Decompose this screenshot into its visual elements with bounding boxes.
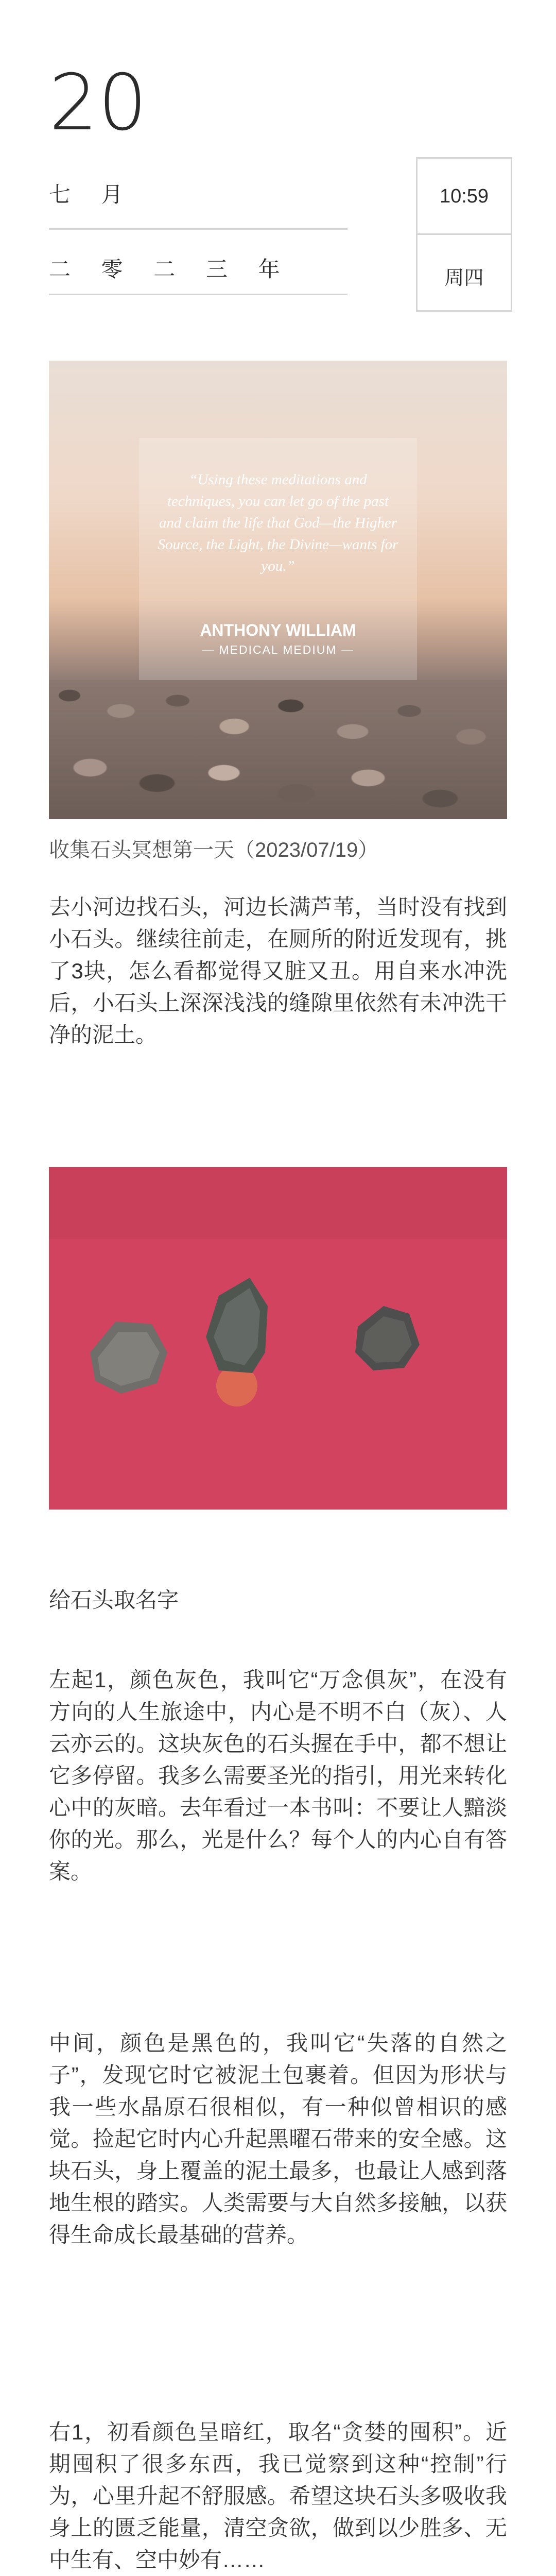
header-divider bbox=[49, 228, 348, 230]
stones-photo[interactable] bbox=[49, 1167, 507, 1510]
time-box-divider bbox=[418, 233, 511, 235]
time-label: 10:59 bbox=[439, 185, 489, 207]
pebble-beach bbox=[49, 680, 507, 819]
paragraph: 去小河边找石头，河边长满芦苇，当时没有找到小石头。继续往前走，在厕所的附近发现有，挑了3块，怎么看都觉得又脏又丑。用自来水冲洗后，小石头上深深浅浅的缝隙里依然有未冲洗干净的泥土。 bbox=[49, 895, 507, 1047]
stones-illustration bbox=[49, 1167, 507, 1510]
paragraph: 中间，颜色是黑色的，我叫它“失落的自然之子”，发现它时它被泥土包裹着。但因为形状与我一些水晶原石很相似，有一种似曾相识的感觉。捡起它时内心升起黑曜石带来的安全感。这块石头，身上覆盖的泥土最多，也最让人感到落地生根的踏实。人类需要与大自然多接触，以获得生命成长最基础的营养。 bbox=[49, 2031, 507, 2247]
paragraph: 右1，初看颜色呈暗红，取名“贪婪的囤积”。近期囤积了很多东西，我已觉察到这种“控制”行为，心里升起不舒服感。希望这块石头多吸收我身上的匮乏能量，清空贪欲，做到以少胜多、无中生有、空中妙有…… bbox=[49, 2420, 507, 2572]
cover-image[interactable] bbox=[49, 361, 507, 819]
paragraph: 给石头取名字 bbox=[49, 1588, 179, 1612]
date-day: 20 bbox=[49, 58, 147, 148]
date-year: 二 零 二 三 年 bbox=[49, 257, 292, 281]
quote-text: “Using these meditations and techniques, you can let go of the past and claim the life that God—the Higher Source, the Light, the Divine—wants for you.” bbox=[158, 471, 398, 574]
paragraph: 左起1，颜色灰色，我叫它“万念俱灰”，在没有方向的人生旅途中，内心是不明不白（灰）、人云亦云的。这块灰色的石头握在手中，都不想让它多停留。我多么需要圣光的指引，用光来转化心中的灰暗。去年看过一本书叫：不要让人黯淡你的光。那么，光是什么？每个人的内心自有答案。 bbox=[49, 1668, 507, 1884]
date-month: 七 月 bbox=[49, 182, 135, 207]
time-box bbox=[416, 157, 512, 312]
header-divider bbox=[49, 294, 348, 295]
weekday-label: 周四 bbox=[444, 267, 484, 289]
quote-author-subtitle: — MEDICAL MEDIUM — bbox=[202, 643, 354, 656]
quote-author: ANTHONY WILLIAM bbox=[200, 621, 356, 639]
entry-caption: 收集石头冥想第一天（2023/07/19） bbox=[49, 839, 379, 861]
